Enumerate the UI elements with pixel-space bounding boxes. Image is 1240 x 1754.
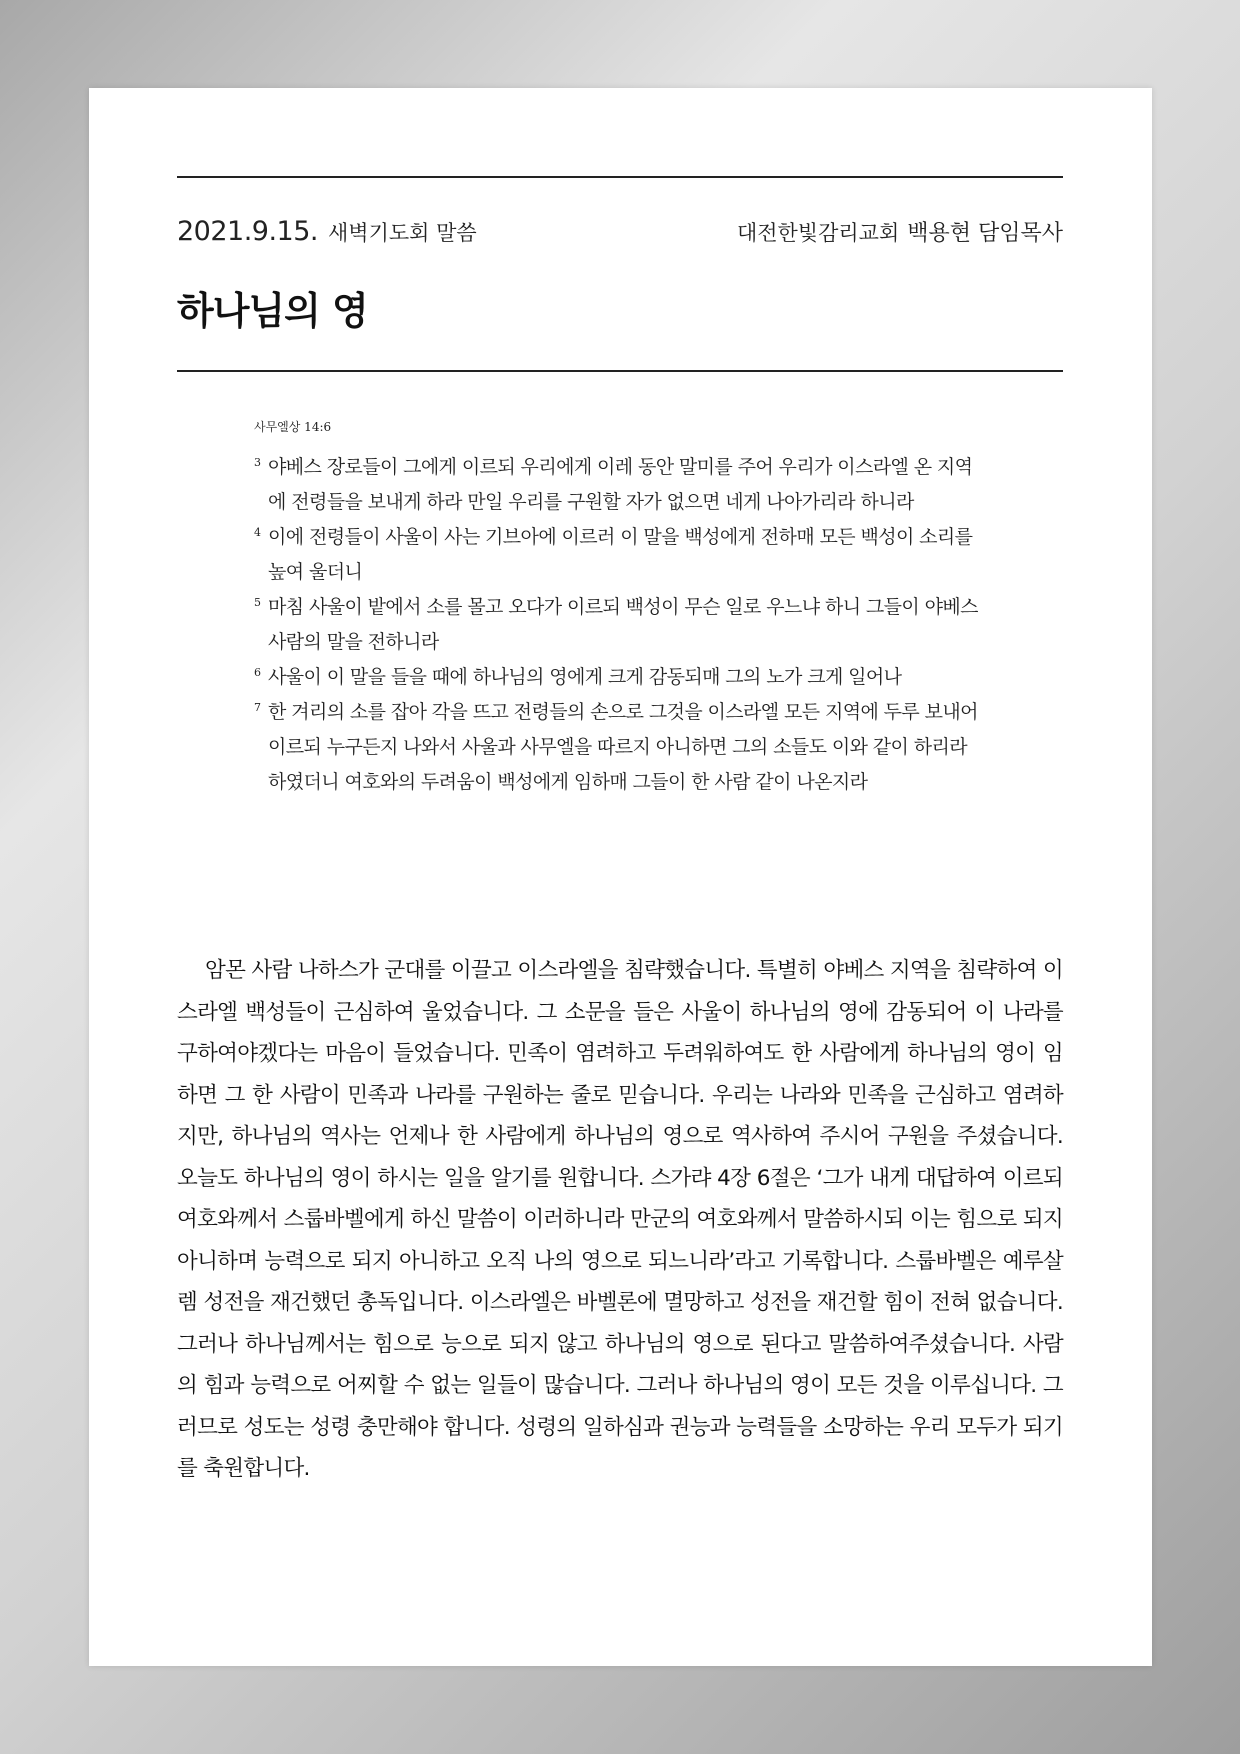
document-page <box>89 88 1152 1666</box>
verse-number: 7 <box>254 701 261 714</box>
verse-item <box>254 450 989 520</box>
verse-number: 3 <box>254 456 261 469</box>
page-title: 하나님의 영 <box>177 289 368 333</box>
bottom-divider <box>177 370 1063 372</box>
top-divider <box>177 176 1063 178</box>
verse-number: 6 <box>254 666 261 679</box>
header-meta <box>177 216 1063 256</box>
header-right <box>737 216 1063 247</box>
verse-number: 4 <box>254 526 261 539</box>
verse-item <box>254 520 989 590</box>
scripture-reference: 사무엘상 14:6 <box>254 420 332 434</box>
verse-item <box>254 660 989 695</box>
header-left <box>177 216 477 247</box>
sermon-date: 2021.9.15. <box>177 216 318 247</box>
church-name: 대전한빛감리교회 <box>736 221 900 245</box>
verse-text: 야베스 장로들이 그에게 이르되 우리에게 이레 동안 말미를 주어 우리가 이스라엘 온 지역에 전령들을 보내게 하라 만일 우리를 구원할 자가 없으면 네게 나아가리라 하니라 <box>268 456 973 513</box>
verse-text: 이에 전령들이 사울이 사는 기브아에 이르러 이 말을 백성에게 전하매 모든 백성이 소리를 높여 울더니 <box>268 526 973 583</box>
verse-text: 한 겨리의 소를 잡아 각을 뜨고 전령들의 손으로 그것을 이스라엘 모든 지역에 두루 보내어 이르되 누구든지 나와서 사울과 사무엘을 따르지 아니하면 그의 소들도 이와 같이 하리라 하였더니 여호와의 두려움이 백성에게 임하매 그들이 한 사람 같이 나온지라 <box>268 701 978 793</box>
verse-number: 5 <box>254 596 261 609</box>
scripture-block <box>254 418 989 800</box>
pastor-name: 백용현 담임목사 <box>907 221 1063 246</box>
service-name: 새벽기도회 말씀 <box>328 221 477 245</box>
verse-item <box>254 590 989 660</box>
sermon-body: 암몬 사람 나하스가 군대를 이끌고 이스라엘을 침략했습니다. 특별히 야베스 지역을 침략하여 이스라엘 백성들이 근심하여 울었습니다. 그 소문을 들은 사울이 하나님의 영에 감동되어 이 나라를 구하여야겠다는 마음이 들었습니다. 민족이 염려하고 두려워하여도 한 사람에게 하나님의 영이 임하면 그 한 사람이 민족과 나라를 구원하는 줄로 믿습니다. 우리는 나라와 민족을 근심하고 염려하지만, 하나님의 역사는 언제나 한 사람에게 하나님의 영으로 역사하여 주시어 구원을 주셨습니다. 오늘도 하나님의 영이 하시는 일을 알기를 원합니다. 스가랴 4장 6절은 ‘그가 내게 대답하여 이르되 여호와께서 스룹바벨에게 하신 말씀이 이러하니라 만군의 여호와께서 말씀하시되 이는 힘으로 되지 아니하며 능력으로 되지 아니하고 오직 나의 영으로 되느니라’라고 기록합니다. 스룹바벨은 예루살렘 성전을 재건했던 총독입니다. 이스라엘은 바벨론에 멸망하고 성전을 재건할 힘이 전혀 없습니다. 그러나 하나님께서는 힘으로 능으로 되지 않고 하나님의 영으로 된다고 말씀하여주셨습니다. 사람의 힘과 능력으로 어찌할 수 없는 일들이 많습니다. 그러나 하나님의 영이 모든 것을 이루십니다. 그러므로 성도는 성령 충만해야 합니다. 성령의 일하심과 권능과 능력들을 소망하는 우리 모두가 되기를 축원합니다. <box>177 958 1064 1481</box>
verse-item <box>254 695 989 800</box>
verse-text: 사울이 이 말을 들을 때에 하나님의 영에게 크게 감동되매 그의 노가 크게 일어나 <box>268 666 902 688</box>
verse-text: 마침 사울이 밭에서 소를 몰고 오다가 이르되 백성이 무슨 일로 우느냐 하니 그들이 야베스 사람의 말을 전하니라 <box>268 596 978 653</box>
